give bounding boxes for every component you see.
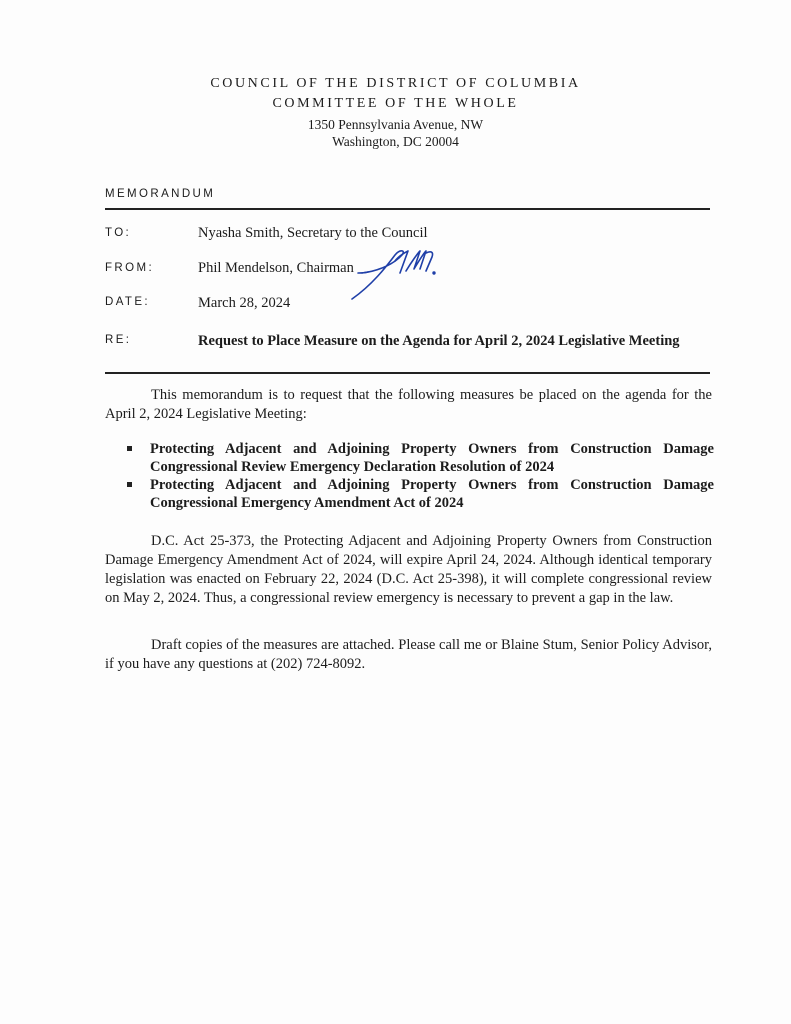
re-value: Request to Place Measure on the Agenda for April 2, 2024 Legislative Meeting xyxy=(198,333,680,349)
act-paragraph: D.C. Act 25-373, the Protecting Adjacent and Adjoining Property Owners from Construction Damage Emergency Amendment Act of 2024, will expire April 24, 2024. Although identical temporary legislation was enacted on February 22, 2024 (D.C. Act 25-398), it will complete congressional review on May 2, 2024. Thus, a congressional review emergency is necessary to prevent a gap in the law. xyxy=(105,533,712,606)
list-item xyxy=(124,476,714,512)
header-divider xyxy=(105,208,710,210)
letterhead-address-city: Washington, DC 20004 xyxy=(332,134,459,149)
from-label: FROM: xyxy=(105,262,155,274)
signature-image xyxy=(340,243,450,305)
subject-divider xyxy=(105,372,710,374)
bullet-icon xyxy=(127,482,132,487)
measure-title: Protecting Adjacent and Adjoining Property Owners from Construction Damage Congressional Review Emergency Declaration Resolution of 2024 xyxy=(150,441,714,475)
draft-paragraph: Draft copies of the measures are attached. Please call me or Blaine Stum, Senior Policy Advisor, if you have any questions at (202) 724-8092. xyxy=(105,637,712,672)
bullet-icon xyxy=(127,446,132,451)
letterhead-committee: COMMITTEE OF THE WHOLE xyxy=(272,96,519,111)
re-label: RE: xyxy=(105,334,132,346)
date-value: March 28, 2024 xyxy=(198,295,291,311)
to-label: TO: xyxy=(105,227,132,239)
letterhead-address-street: 1350 Pennsylvania Avenue, NW xyxy=(307,117,484,132)
letterhead-council: COUNCIL OF THE DISTRICT OF COLUMBIA xyxy=(210,76,581,91)
measures-list xyxy=(124,440,714,512)
memo-heading: MEMORANDUM xyxy=(105,188,216,200)
from-value: Phil Mendelson, Chairman xyxy=(198,260,354,276)
date-label: DATE: xyxy=(105,296,151,308)
intro-paragraph: This memorandum is to request that the following measures be placed on the agenda for the April 2, 2024 Legislative Meeting: xyxy=(105,387,712,422)
list-item xyxy=(124,440,714,476)
measure-title: Protecting Adjacent and Adjoining Property Owners from Construction Damage Congressional Emergency Amendment Act of 2024 xyxy=(150,477,714,511)
to-value: Nyasha Smith, Secretary to the Council xyxy=(198,225,428,241)
